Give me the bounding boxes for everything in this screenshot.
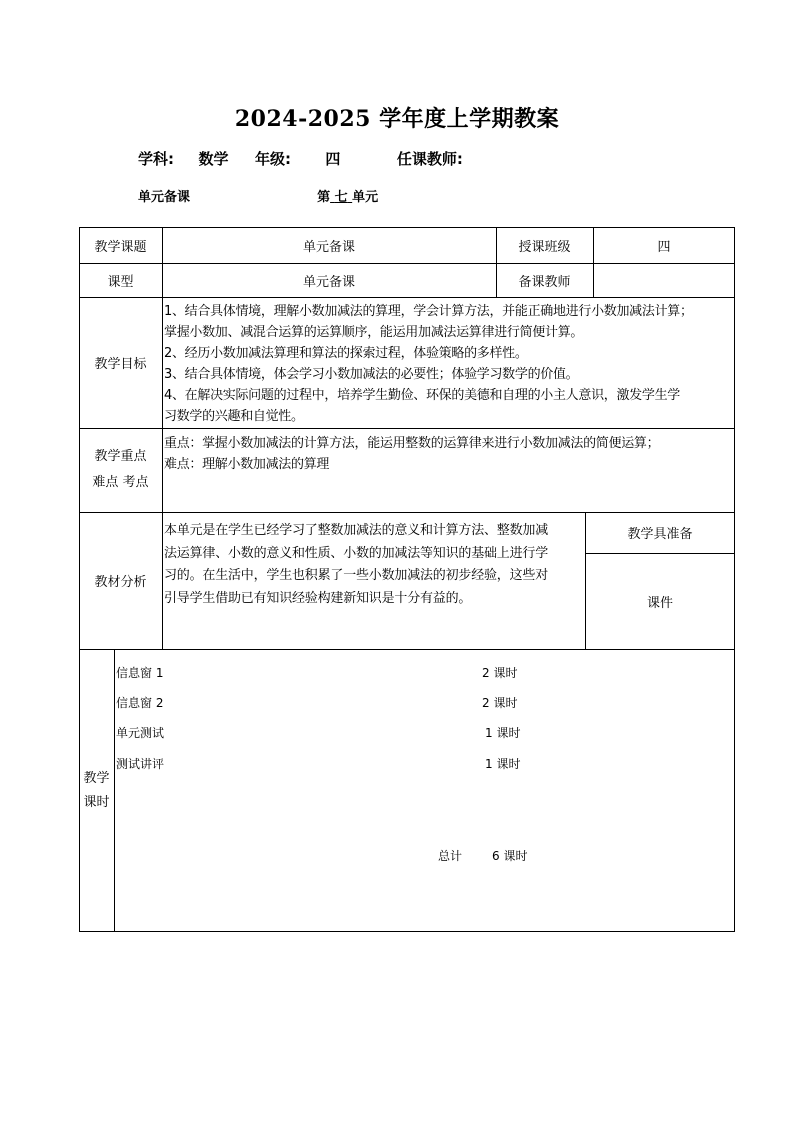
key-points-label: 教学重点 难点 考点	[92, 449, 149, 490]
hour-item-name: 单元测试	[116, 726, 165, 740]
lesson-type-value: 单元备课	[302, 274, 355, 290]
teacher-label: 任课教师:	[396, 150, 463, 168]
hour-item-name: 信息窗 1	[116, 666, 164, 680]
goal-line: 1、结合具体情境，理解小数加减法的算理，学会计算方法，并能正确地进行小数加减法计算；	[164, 304, 693, 319]
goals-label: 教学目标	[94, 357, 147, 372]
unit-suffix: 单元	[352, 190, 379, 205]
key-line: 重点：掌握小数加减法的计算方法，能运用整数的运算律来进行小数加减法的简便运算；	[164, 436, 660, 451]
hour-item-hours: 1 课时	[485, 757, 521, 771]
grade-label: 年级:	[254, 150, 291, 168]
goal-line: 4、在解决实际问题的过程中，培养学生勤俭、环保的美德和自理的小主人意识，激发学生学	[164, 388, 680, 403]
class-label: 授课班级	[518, 239, 571, 255]
col-divider	[114, 649, 115, 932]
analysis-line: 本单元是在学生已经学习了整数加减法的意义和计算方法、整数加减	[164, 523, 549, 538]
total-label: 总计	[438, 849, 463, 863]
total-value: 6 课时	[492, 849, 528, 863]
analysis-line: 引导学生借助已有知识经验构建新知识是十分有益的。	[164, 590, 472, 606]
goal-line: 习数学的兴趣和自觉性。	[164, 409, 304, 424]
analysis-text	[164, 520, 584, 610]
unit-prefix: 第	[317, 190, 331, 205]
hour-item-hours: 1 课时	[485, 726, 521, 740]
hours-label: 教学 课时	[83, 770, 110, 810]
grade-value: 四	[325, 150, 341, 168]
subject-label: 学科:	[138, 150, 174, 168]
unit-prep-label: 单元备课	[138, 190, 191, 205]
topic-value: 单元备课	[302, 239, 355, 255]
tools-label: 教学具准备	[627, 527, 693, 542]
hour-item-hours: 2 课时	[482, 696, 518, 710]
key-points-text	[164, 433, 734, 475]
prep-teacher-value	[593, 263, 735, 297]
unit-row	[138, 186, 378, 205]
unit-number: 七	[334, 190, 348, 205]
goal-line: 2、经历小数加减法算理和算法的探索过程，体验策略的多样性。	[164, 346, 528, 361]
goal-line: 3、结合具体情境，体会学习小数加减法的必要性；体验学习数学的价值。	[164, 367, 579, 382]
analysis-line: 习的。在生活中，学生也积累了一些小数加减法的初步经验，这些对	[164, 568, 549, 583]
goal-line: 掌握小数加、减混合运算的运算顺序，能运用加减法运算律进行简便计算。	[164, 325, 584, 340]
row-divider	[79, 297, 735, 298]
row-divider	[79, 428, 735, 429]
hour-item-name: 信息窗 2	[116, 696, 164, 710]
row-divider	[79, 649, 735, 650]
hour-item-name: 测试讲评	[116, 757, 165, 771]
hour-item-hours: 2 课时	[482, 666, 518, 680]
tools-value: 课件	[646, 595, 673, 611]
topic-label: 教学课题	[94, 239, 147, 255]
key-line: 难点：理解小数加减法的算理	[164, 457, 330, 472]
subject-value: 数学	[198, 150, 229, 168]
document-title: 2024-2025 学年度上学期教案	[234, 106, 560, 132]
class-value: 四	[657, 239, 671, 255]
meta-line	[138, 148, 463, 169]
prep-teacher-label: 备课教师	[518, 274, 571, 290]
analysis-line: 法运算律、小数的意义和性质、小数的加减法等知识的基础上进行学	[164, 545, 549, 561]
goals-text	[164, 301, 734, 427]
lesson-type-label: 课型	[107, 274, 134, 290]
analysis-label: 教材分析	[94, 575, 147, 590]
